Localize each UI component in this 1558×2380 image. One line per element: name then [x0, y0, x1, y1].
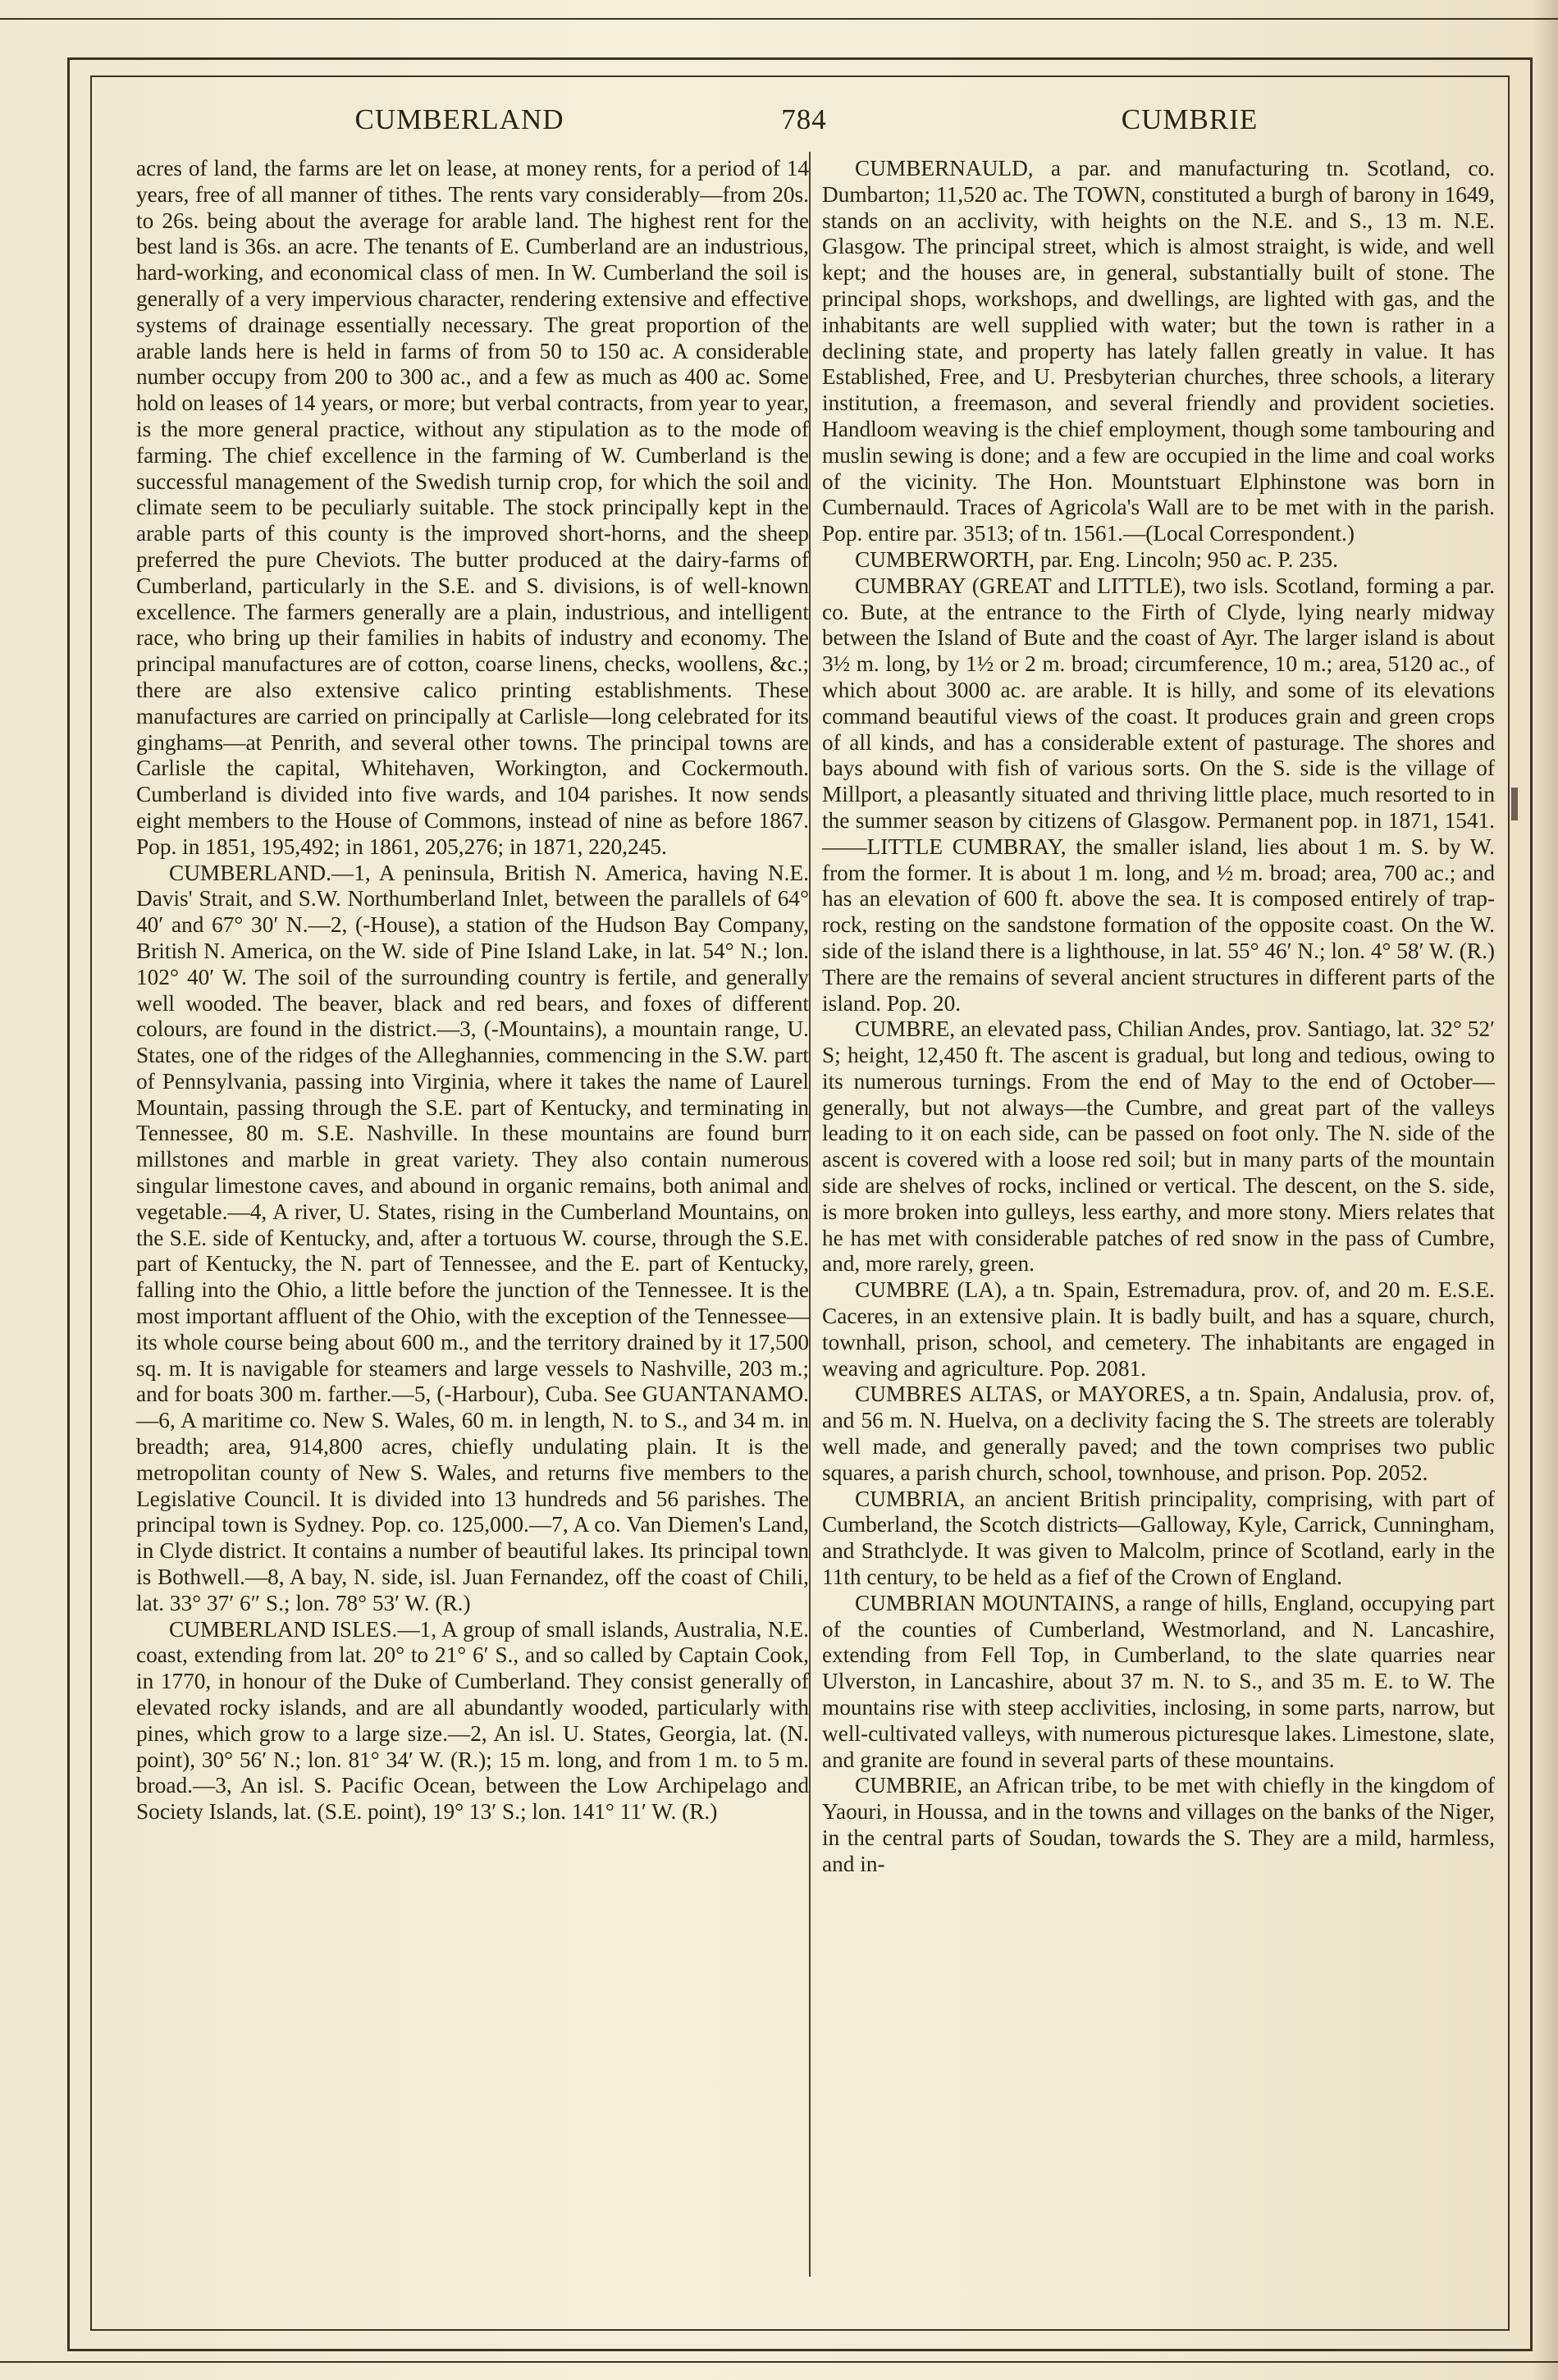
entry-cumberland-isles: CUMBERLAND ISLES.—1, A group of small islands, Australia, N.E. coast, extending from lat. 20° to 21° 6′ S., and so called by Captain Cook, in 1770, in honour of the Duke of Cumberland. They consist generally of elevated rocky islands, and are all abundantly wooded, particularly with pines, which grow to a large size.—2, An isl. U. States, Georgia, lat. (N. point), 30° 56′ N.; lon. 81° 34′ W. (R.); 15 m. long, and from 1 m. to 5 m. broad.—3, An isl. S. Pacific Ocean, between the Low Archipelago and Society Islands, lat. (S.E. point), 19° 13′ S.; lon. 141° 11′ W. (R.): [136, 1616, 809, 1825]
column-divider: [809, 152, 811, 2277]
entry-cumberland-places: CUMBERLAND.—1, A peninsula, British N. America, having N.E. Davis' Strait, and S.W. Northumberland Inlet, between the parallels of 64° 40′ and 67° 30′ N.—2, (-House), a station of the Hudson Bay Company, British N. America, on the W. side of Pine Island Lake, in lat. 54° N.; lon. 102° 40′ W. The soil of the surrounding country is fertile, and generally well wooded. The beaver, black and red bears, and foxes of different colours, are found in the district.—3, (-Mountains), a mountain range, U. States, one of the ridges of the Alleghannies, commencing in the S.W. part of Pennsylvania, passing into Virginia, where it takes the name of Laurel Mountain, passing through the S.E. part of Kentucky, and terminating in Tennessee, 80 m. S.E. Nashville. In these mountains are found burr millstones and marble in great variety. They also contain numerous singular limestone caves, and abound in organic remains, both animal and vegetable.—4, A river, U. States, rising in the Cumberland Mountains, on the S.E. side of Kentucky, and, after a tortuous W. course, through the S.E. part of Kentucky, the N. part of Tennessee, and the E. part of Kentucky, falling into the Ohio, a little before the junction of the Tennessee. It is the most important affluent of the Ohio, with the exception of the Tennessee—its whole course being about 600 m., and the territory drained by it 17,500 sq. m. It is navigable for steamers and large vessels to Nashville, 203 m.; and for boats 300 m. farther.—5, (-Harbour), Cuba. See GUANTANAMO.—6, A maritime co. New S. Wales, 60 m. in length, N. to S., and 34 m. in breadth; area, 914,800 acres, chiefly undulating plain. It is the metropolitan county of New S. Wales, and returns five members to the Legislative Council. It is divided into 13 hundreds and 56 parishes. The principal town is Sydney. Pop. co. 125,000.—7, A co. Van Diemen's Land, in Clyde district. It contains a number of beautiful lakes. Its principal town is Bothwell.—8, A bay, N. side, isl. Juan Fernandez, off the coast of Chili, lat. 33° 37′ 6″ S.; lon. 78° 53′ W. (R.): [136, 860, 809, 1615]
entry-cumbres-altas: CUMBRES ALTAS, or MAYORES, a tn. Spain, Andalusia, prov. of, and 56 m. N. Huelva, on a declivity facing the S. The streets are tolerably well made, and generally paved; and the town comprises two public squares, a parish church, school, townhouse, and prison. Pop. 2052.: [822, 1382, 1495, 1485]
entry-cumbray: CUMBRAY (GREAT and LITTLE), two isls. Scotland, forming a par. co. Bute, at the entrance to the Firth of Clyde, lying nearly midway between the Island of Bute and the coast of Ayr. The larger island is about 3½ m. long, by 1½ or 2 m. broad; circumference, 10 m.; area, 5120 ac., of which about 3000 ac. are arable. It is hilly, and some of its elevations command beautiful views of the coast. It produces grain and green crops of all kinds, and has a considerable extent of pasturage. The shores and bays abound with fish of various sorts. On the S. side is the village of Millport, a pleasantly situated and thriving little place, much resorted to in the summer season by citizens of Glasgow. Permanent pop. in 1871, 1541.——LITTLE CUMBRAY, the smaller island, lies about 1 m. S. by W. from the former. It is about 1 m. long, and ½ m. broad; area, 700 ac.; and has an elevation of 600 ft. above the sea. It is composed entirely of trap-rock, resting on the sandstone formation of the opposite coast. On the W. side of the island there is a lighthouse, in lat. 55° 46′ N.; lon. 4° 58′ W. (R.) There are the remains of several ancient structures in different parts of the island. Pop. 20.: [822, 573, 1495, 1016]
right-column: [822, 156, 1495, 2256]
binding-shadow: [1533, 0, 1558, 2380]
entry-cumbre: CUMBRE, an elevated pass, Chilian Andes, prov. Santiago, lat. 32° 52′ S; height, 12,450 ft. The ascent is gradual, but long and tedious, owing to its numerous turnings. From the end of May to the end of October—generally, but not always—the Cumbre, and great part of the valleys leading to it on each side, can be passed on foot only. The N. side of the ascent is covered with a loose red soil; but in many parts of the mountain side are shelves of rocks, inclined or vertical. The descent, on the S. side, is more broken into gulleys, less earthy, and more stony. Miers relates that he has met with considerable patches of red snow in the pass of Cumbre, and, more rarely, green.: [822, 1016, 1495, 1277]
entry-cumberworth: CUMBERWORTH, par. Eng. Lincoln; 950 ac. P. 235.: [855, 546, 1339, 572]
top-rule: [0, 18, 1558, 20]
page-number: 784: [781, 103, 827, 135]
entry-cumbernauld: CUMBERNAULD, a par. and manufacturing tn. Scotland, co. Dumbarton; 11,520 ac. The TOWN, constituted a burgh of barony in 1649, stands on an acclivity, with heights on the N.E. and S., 13 m. N.E. Glasgow. The principal street, which is almost straight, is wide, and well kept; and the houses are, in general, substantially built of stone. The principal shops, workshops, and dwellings, are lighted with gas, and the inhabitants are well supplied with water; but the town is rather in a declining state, and property has lately fallen greatly in value. It has Established, Free, and U. Presbyterian churches, three schools, a literary institution, a freemason, and several friendly and provident societies. Handloom weaving is the chief employment, though some tambouring and muslin sewing is done; and a few are occupied in the lime and coal works of the vicinity. The Hon. Mountstuart Elphinstone was born in Cumbernauld. Traces of Agricola's Wall are to be met with in the parish. Pop. entire par. 3513; of tn. 1561.—(Local Correspondent.): [822, 156, 1495, 546]
margin-marker: [1511, 788, 1518, 820]
entry-cumberland-continued: acres of land, the farms are let on lease, at money rents, for a period of 14 years, free of all manner of tithes. The rents vary considerably—from 20s. to 26s. being about the average for arable land. The highest rent for the best land is 36s. an acre. The tenants of E. Cumberland are an industrious, hard-working, and economical class of men. In W. Cumberland the soil is generally of a very impervious character, rendering extensive and effective systems of drainage essentially necessary. The great proportion of the arable lands here is held in farms of from 50 to 150 ac. A considerable number occupy from 200 to 300 ac., and a few as much as 400 ac. Some hold on leases of 14 years, or more; but verbal contracts, from year to year, is the more general practice, without any stipulation as to the mode of farming. The chief excellence in the farming of W. Cumberland is the successful management of the Swedish turnip crop, for which the soil and climate seem to be peculiarly suitable. The stock principally kept in the arable parts of this county is the improved short-horns, and the sheep preferred the pure Cheviots. The butter produced at the dairy-farms of Cumberland, particularly in the S.E. and S. divisions, is of well-known excellence. The farmers generally are a plain, industrious, and intelligent race, who bring up their families in habits of industry and economy. The principal manufactures are of cotton, coarse linens, checks, woollens, &c.; there are also extensive calico printing establishments. These manufactures are carried on principally at Carlisle—long celebrated for its ginghams—at Penrith, and several other towns. The principal towns are Carlisle the capital, Whitehaven, Workington, and Cockermouth. Cumberland is divided into five wards, and 104 parishes. It now sends eight members to the House of Commons, instead of nine as before 1867. Pop. in 1851, 195,492; in 1861, 205,276; in 1871, 220,245.: [136, 156, 809, 859]
bottom-rule: [0, 2361, 1558, 2363]
running-head-left: CUMBERLAND: [354, 103, 564, 135]
entry-cumbrian-mountains: CUMBRIAN MOUNTAINS, a range of hills, England, occupying part of the counties of Cumberland, Westmorland, and N. Lancashire, extending from Fell Top, in Cumberland, to the slate quarries near Ulverston, in Lancashire, about 37 m. N. to S., and 35 m. E. to W. The mountains rise with steep acclivities, inclosing, in some parts, narrow, but well-cultivated valleys, with numerous picturesque lakes. Limestone, slate, and granite are found in several parts of these mountains.: [822, 1590, 1495, 1772]
running-head-right: CUMBRIE: [1121, 103, 1259, 135]
entry-cumbrie: CUMBRIE, an African tribe, to be met with chiefly in the kingdom of Yaouri, in Houssa, and in the towns and villages on the banks of the Niger, in the central parts of Soudan, towards the S. They are a mild, harmless, and in-: [822, 1773, 1495, 1876]
left-column: [136, 156, 809, 2256]
entry-cumbre-la: CUMBRE (LA), a tn. Spain, Estremadura, prov. of, and 20 m. E.S.E. Caceres, in an extensive plain. It is badly built, and has a square, church, townhall, prison, school, and cemetery. The inhabitants are engaged in weaving and agriculture. Pop. 2081.: [822, 1277, 1495, 1381]
entry-cumbria: CUMBRIA, an ancient British principality, comprising, with part of Cumberland, the Scotch districts—Galloway, Kyle, Carrick, Cunningham, and Strathclyde. It was given to Malcolm, prince of Scotland, early in the 11th century, to be held as a fief of the Crown of England.: [822, 1486, 1495, 1590]
